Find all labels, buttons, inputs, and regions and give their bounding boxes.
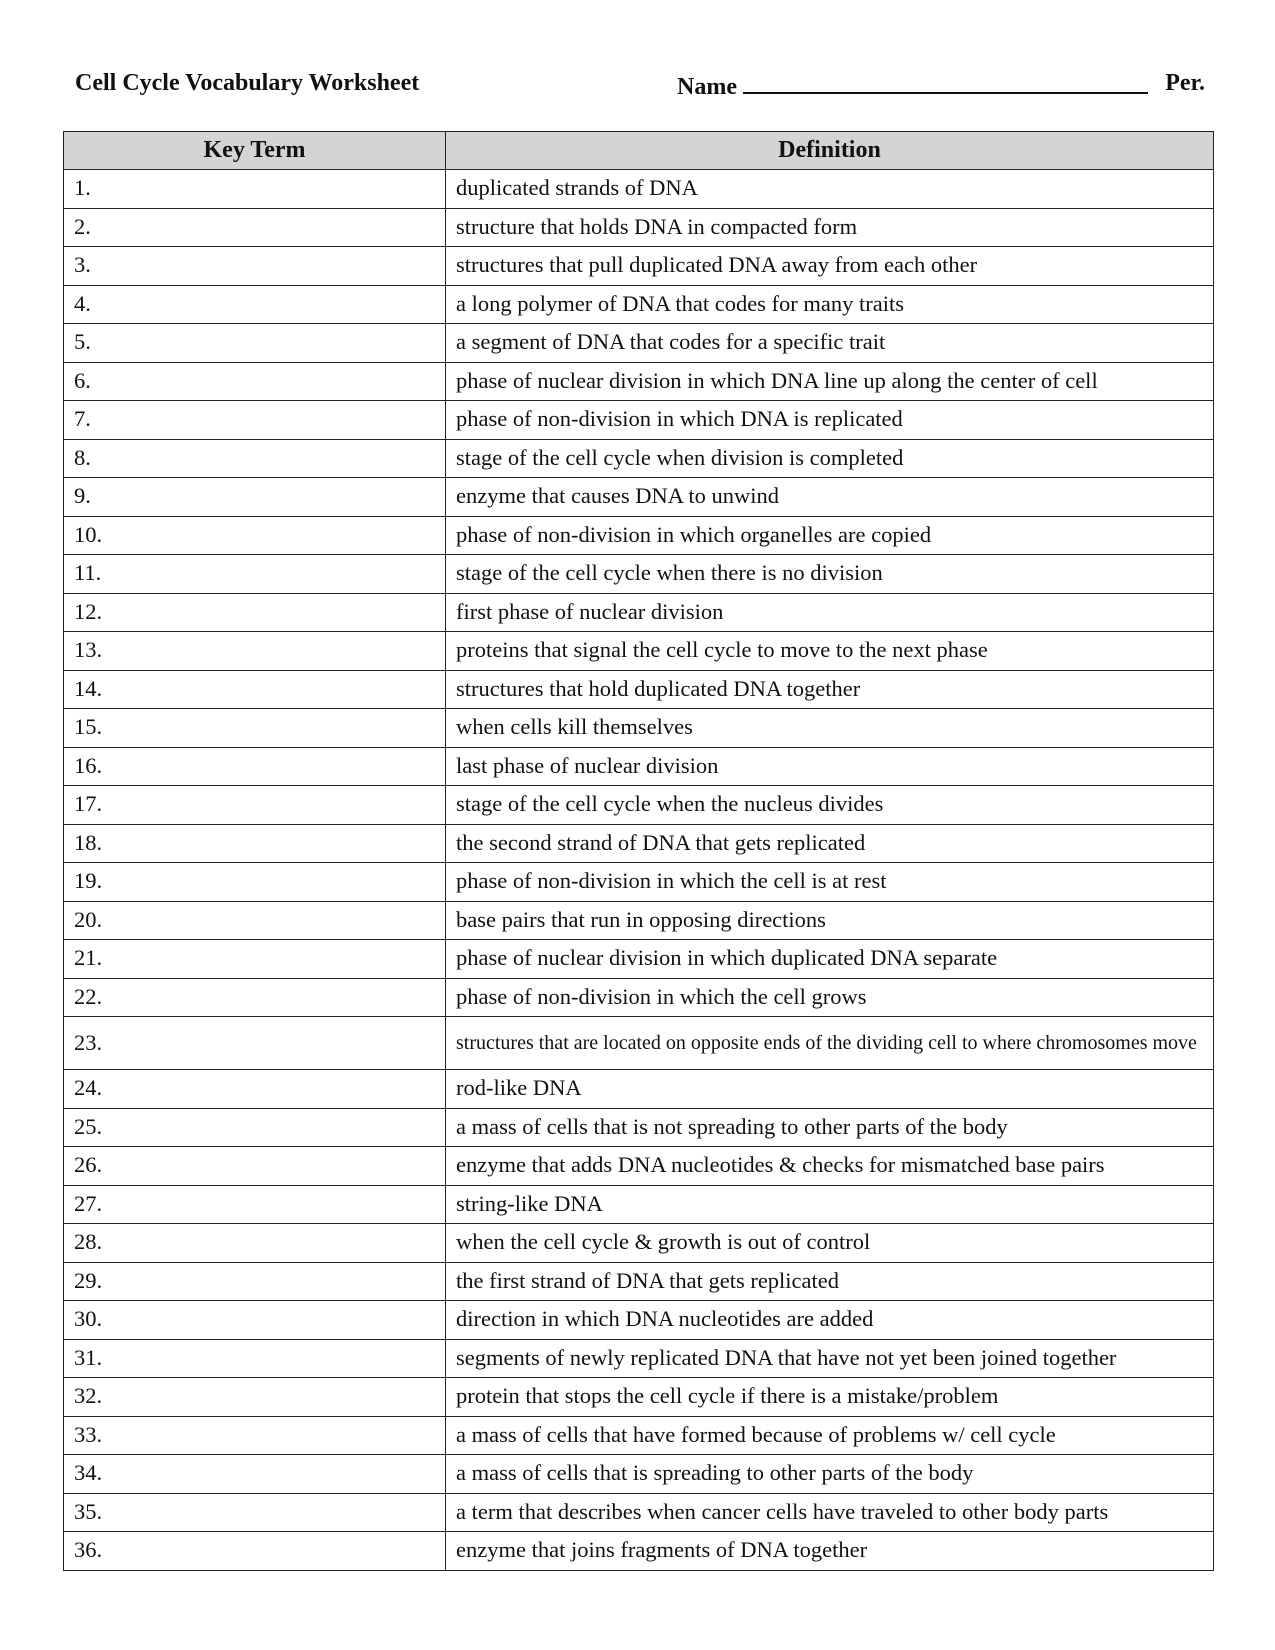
worksheet-header	[75, 70, 1205, 110]
key-term-cell[interactable]: 7.	[64, 401, 446, 440]
definition-cell: when cells kill themselves	[446, 709, 1214, 748]
definition-cell: phase of non-division in which the cell is at rest	[446, 863, 1214, 902]
table-header-row	[64, 132, 1214, 170]
key-term-cell[interactable]: 32.	[64, 1378, 446, 1417]
definition-cell: structures that pull duplicated DNA away from each other	[446, 247, 1214, 286]
key-term-cell[interactable]: 12.	[64, 593, 446, 632]
key-term-cell[interactable]: 34.	[64, 1455, 446, 1494]
table-row	[64, 1301, 1214, 1340]
table-row	[64, 1416, 1214, 1455]
key-term-cell[interactable]: 19.	[64, 863, 446, 902]
definition-cell: enzyme that joins fragments of DNA together	[446, 1532, 1214, 1571]
table-row	[64, 1070, 1214, 1109]
definition-cell: when the cell cycle & growth is out of control	[446, 1224, 1214, 1263]
key-term-cell[interactable]: 3.	[64, 247, 446, 286]
table-row	[64, 285, 1214, 324]
name-field-block	[677, 70, 1148, 101]
table-row	[64, 1147, 1214, 1186]
definition-cell: enzyme that causes DNA to unwind	[446, 478, 1214, 517]
definition-cell: structures that are located on opposite ends of the dividing cell to where chromosomes move	[446, 1017, 1214, 1070]
definition-cell: phase of non-division in which organelles are copied	[446, 516, 1214, 555]
table-row	[64, 439, 1214, 478]
definition-cell: structures that hold duplicated DNA together	[446, 670, 1214, 709]
table-row	[64, 901, 1214, 940]
key-term-cell[interactable]: 16.	[64, 747, 446, 786]
table-row	[64, 632, 1214, 671]
table-row	[64, 555, 1214, 594]
table-row	[64, 208, 1214, 247]
key-term-cell[interactable]: 25.	[64, 1108, 446, 1147]
definition-cell: stage of the cell cycle when the nucleus divides	[446, 786, 1214, 825]
table-row	[64, 670, 1214, 709]
table-row	[64, 747, 1214, 786]
definition-cell: direction in which DNA nucleotides are added	[446, 1301, 1214, 1340]
table-row	[64, 1224, 1214, 1263]
key-term-cell[interactable]: 4.	[64, 285, 446, 324]
key-term-cell[interactable]: 20.	[64, 901, 446, 940]
key-term-cell[interactable]: 30.	[64, 1301, 446, 1340]
definition-cell: duplicated strands of DNA	[446, 170, 1214, 209]
table-row	[64, 478, 1214, 517]
key-term-cell[interactable]: 14.	[64, 670, 446, 709]
table-row	[64, 1493, 1214, 1532]
key-term-cell[interactable]: 18.	[64, 824, 446, 863]
table-row	[64, 1532, 1214, 1571]
vocabulary-table	[63, 131, 1214, 1571]
table-row	[64, 516, 1214, 555]
definition-cell: proteins that signal the cell cycle to move to the next phase	[446, 632, 1214, 671]
definition-cell: a mass of cells that is not spreading to other parts of the body	[446, 1108, 1214, 1147]
name-label: Name	[677, 74, 737, 100]
definition-cell: phase of non-division in which the cell grows	[446, 978, 1214, 1017]
key-term-cell[interactable]: 2.	[64, 208, 446, 247]
vocabulary-table-body	[64, 170, 1214, 1571]
key-term-cell[interactable]: 15.	[64, 709, 446, 748]
key-term-cell[interactable]: 31.	[64, 1339, 446, 1378]
table-row	[64, 362, 1214, 401]
table-row	[64, 401, 1214, 440]
key-term-cell[interactable]: 13.	[64, 632, 446, 671]
definition-cell: first phase of nuclear division	[446, 593, 1214, 632]
worksheet-title: Cell Cycle Vocabulary Worksheet	[75, 70, 420, 96]
definition-cell: a segment of DNA that codes for a specific trait	[446, 324, 1214, 363]
table-row	[64, 1455, 1214, 1494]
definition-cell: last phase of nuclear division	[446, 747, 1214, 786]
key-term-cell[interactable]: 35.	[64, 1493, 446, 1532]
column-header-definition: Definition	[446, 132, 1214, 170]
table-row	[64, 170, 1214, 209]
definition-cell: a mass of cells that have formed because of problems w/ cell cycle	[446, 1416, 1214, 1455]
name-blank-line[interactable]	[743, 70, 1148, 94]
key-term-cell[interactable]: 27.	[64, 1185, 446, 1224]
table-row	[64, 1339, 1214, 1378]
table-row	[64, 1185, 1214, 1224]
definition-cell: segments of newly replicated DNA that have not yet been joined together	[446, 1339, 1214, 1378]
key-term-cell[interactable]: 6.	[64, 362, 446, 401]
table-row	[64, 324, 1214, 363]
key-term-cell[interactable]: 36.	[64, 1532, 446, 1571]
table-row	[64, 824, 1214, 863]
table-row	[64, 1378, 1214, 1417]
table-row	[64, 940, 1214, 979]
key-term-cell[interactable]: 11.	[64, 555, 446, 594]
table-row	[64, 247, 1214, 286]
column-header-key-term: Key Term	[64, 132, 446, 170]
key-term-cell[interactable]: 24.	[64, 1070, 446, 1109]
definition-cell: the second strand of DNA that gets replicated	[446, 824, 1214, 863]
definition-cell: the first strand of DNA that gets replicated	[446, 1262, 1214, 1301]
definition-cell: phase of nuclear division in which DNA line up along the center of cell	[446, 362, 1214, 401]
key-term-cell[interactable]: 9.	[64, 478, 446, 517]
table-row	[64, 1262, 1214, 1301]
table-row	[64, 1108, 1214, 1147]
key-term-cell[interactable]: 23.	[64, 1017, 446, 1070]
table-row	[64, 709, 1214, 748]
definition-cell: a mass of cells that is spreading to other parts of the body	[446, 1455, 1214, 1494]
table-row	[64, 863, 1214, 902]
definition-cell: a term that describes when cancer cells have traveled to other body parts	[446, 1493, 1214, 1532]
key-term-cell[interactable]: 28.	[64, 1224, 446, 1263]
key-term-cell[interactable]: 8.	[64, 439, 446, 478]
key-term-cell[interactable]: 17.	[64, 786, 446, 825]
key-term-cell[interactable]: 22.	[64, 978, 446, 1017]
key-term-cell[interactable]: 10.	[64, 516, 446, 555]
definition-cell: enzyme that adds DNA nucleotides & checks for mismatched base pairs	[446, 1147, 1214, 1186]
definition-cell: stage of the cell cycle when division is completed	[446, 439, 1214, 478]
table-row	[64, 978, 1214, 1017]
definition-cell: a long polymer of DNA that codes for many traits	[446, 285, 1214, 324]
period-label: Per.	[1165, 70, 1205, 96]
key-term-cell[interactable]: 1.	[64, 170, 446, 209]
key-term-cell[interactable]: 29.	[64, 1262, 446, 1301]
table-row	[64, 1017, 1214, 1070]
definition-cell: structure that holds DNA in compacted form	[446, 208, 1214, 247]
definition-cell: base pairs that run in opposing directions	[446, 901, 1214, 940]
definition-cell: string-like DNA	[446, 1185, 1214, 1224]
key-term-cell[interactable]: 21.	[64, 940, 446, 979]
key-term-cell[interactable]: 33.	[64, 1416, 446, 1455]
table-row	[64, 593, 1214, 632]
key-term-cell[interactable]: 5.	[64, 324, 446, 363]
table-row	[64, 786, 1214, 825]
definition-cell: rod-like DNA	[446, 1070, 1214, 1109]
definition-cell: protein that stops the cell cycle if there is a mistake/problem	[446, 1378, 1214, 1417]
definition-cell: phase of non-division in which DNA is replicated	[446, 401, 1214, 440]
definition-cell: stage of the cell cycle when there is no division	[446, 555, 1214, 594]
key-term-cell[interactable]: 26.	[64, 1147, 446, 1186]
definition-cell: phase of nuclear division in which duplicated DNA separate	[446, 940, 1214, 979]
